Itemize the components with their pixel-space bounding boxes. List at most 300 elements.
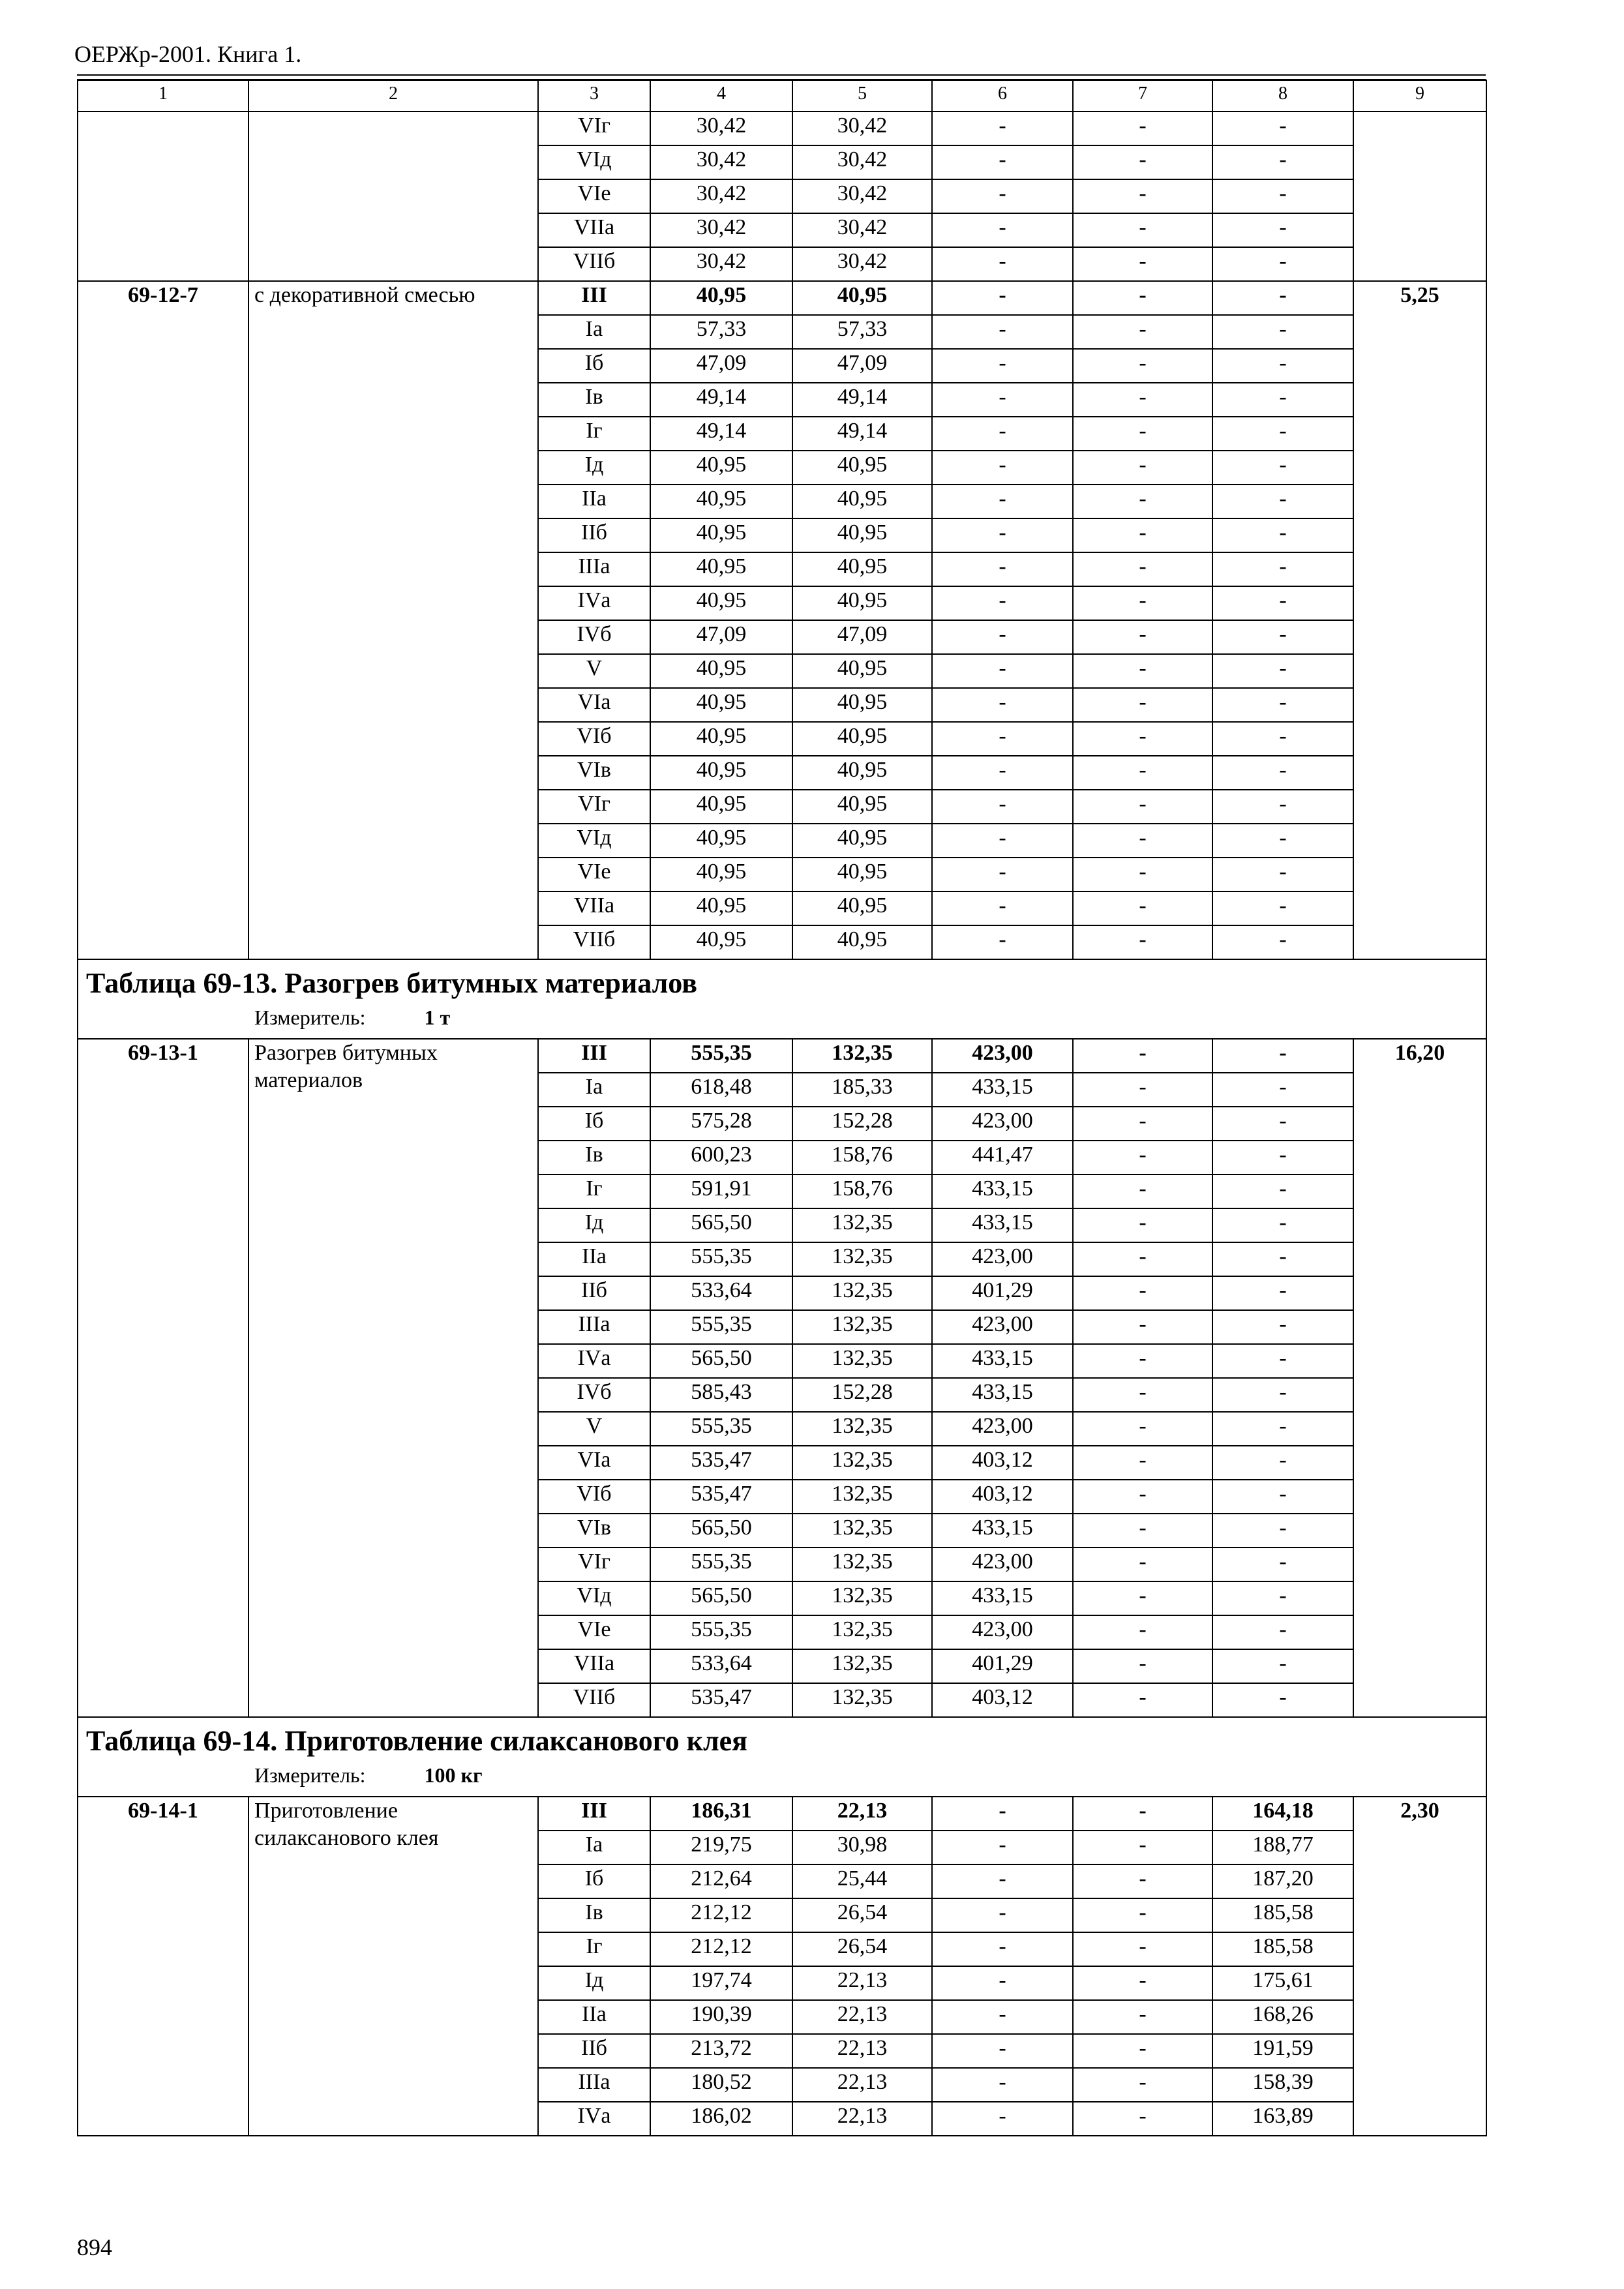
value-cell: - [1212,1480,1353,1514]
value-cell: VIIб [538,925,650,959]
value-cell: - [932,1932,1073,1966]
value-cell: 403,12 [932,1480,1073,1514]
unit-label: Измеритель: [254,1763,366,1787]
value-cell: - [1212,1548,1353,1581]
value-cell: - [1212,1310,1353,1344]
value-cell: 190,39 [650,2000,792,2034]
value-cell: VIг [538,790,650,824]
value-cell: VIд [538,824,650,858]
value-cell: 158,76 [792,1141,932,1174]
value-cell: 212,12 [650,1898,792,1932]
column-number: 6 [932,80,1073,112]
total-cell: 5,25 [1353,281,1486,959]
value-cell: 158,76 [792,1174,932,1208]
value-cell: 132,35 [792,1581,932,1615]
value-cell: VIе [538,179,650,213]
value-cell: 433,15 [932,1174,1073,1208]
value-cell: 40,95 [792,824,932,858]
value-cell: - [1212,315,1353,349]
value-cell: - [1212,1276,1353,1310]
value-cell: - [932,315,1073,349]
value-cell: VIе [538,858,650,891]
value-cell: 40,95 [792,891,932,925]
value-cell: - [1212,1615,1353,1649]
value-cell: - [932,654,1073,688]
value-cell: - [1073,722,1212,756]
value-cell: 40,95 [650,688,792,722]
value-cell: - [932,112,1073,145]
value-cell: 535,47 [650,1446,792,1480]
value-cell: - [1212,1344,1353,1378]
value-cell: - [1212,756,1353,790]
value-cell: - [1212,281,1353,315]
value-cell: Iг [538,1174,650,1208]
value-cell: 30,42 [650,179,792,213]
value-cell: IIб [538,518,650,552]
value-cell: 185,33 [792,1073,932,1107]
value-cell: - [1212,1683,1353,1717]
value-cell: 40,95 [792,586,932,620]
price-table [77,80,1487,2136]
value-cell: 533,64 [650,1649,792,1683]
value-cell: VIа [538,1446,650,1480]
value-cell: - [932,451,1073,485]
value-cell: IVб [538,1378,650,1412]
value-cell: 40,95 [650,824,792,858]
value-cell: - [932,2068,1073,2102]
value-cell: 433,15 [932,1378,1073,1412]
value-cell: - [1212,688,1353,722]
value-cell: 591,91 [650,1174,792,1208]
value-cell: 423,00 [932,1412,1073,1446]
value-cell: - [932,1966,1073,2000]
value-cell: 212,12 [650,1932,792,1966]
value-cell: IVа [538,586,650,620]
column-number: 1 [78,80,248,112]
value-cell: VIд [538,1581,650,1615]
value-cell: IIб [538,2034,650,2068]
value-cell: - [1073,1581,1212,1615]
value-cell: Iб [538,1107,650,1141]
value-cell: 441,47 [932,1141,1073,1174]
value-cell: 158,39 [1212,2068,1353,2102]
value-cell: 132,35 [792,1615,932,1649]
value-cell: VIIб [538,1683,650,1717]
value-cell: 213,72 [650,2034,792,2068]
value-cell: 40,95 [650,281,792,315]
value-cell: - [1212,1412,1353,1446]
value-cell: 132,35 [792,1683,932,1717]
value-cell: 30,42 [650,247,792,281]
value-cell: VIIа [538,1649,650,1683]
value-cell: 30,42 [792,179,932,213]
name-cell: Разогрев битумных материалов [248,1039,538,1717]
value-cell: - [1073,417,1212,451]
page-number: 894 [77,2234,112,2260]
value-cell: 30,42 [650,145,792,179]
value-cell: 40,95 [792,722,932,756]
value-cell: - [1073,315,1212,349]
value-cell: - [1212,1039,1353,1073]
value-cell: 47,09 [792,620,932,654]
value-cell: 40,95 [792,281,932,315]
value-cell: 40,95 [792,552,932,586]
value-cell: Iг [538,1932,650,1966]
value-cell: 423,00 [932,1310,1073,1344]
value-cell: - [1073,1514,1212,1548]
value-cell: IVб [538,620,650,654]
value-cell: - [932,1898,1073,1932]
value-cell: - [1073,1797,1212,1831]
section-header-row [78,959,1486,1039]
value-cell: 180,52 [650,2068,792,2102]
value-cell: 433,15 [932,1073,1073,1107]
value-cell: 40,95 [792,518,932,552]
header-rule [77,74,1486,76]
value-cell: 22,13 [792,1797,932,1831]
value-cell: - [1212,925,1353,959]
value-cell: 40,95 [650,518,792,552]
value-cell: - [932,179,1073,213]
value-cell: - [932,620,1073,654]
value-cell: - [1073,1242,1212,1276]
value-cell: III [538,281,650,315]
value-cell: 132,35 [792,1039,932,1073]
value-cell: 423,00 [932,1242,1073,1276]
value-cell: 40,95 [650,925,792,959]
column-number: 9 [1353,80,1486,112]
value-cell: IIа [538,1242,650,1276]
value-cell: - [1212,1649,1353,1683]
value-cell: - [1212,824,1353,858]
value-cell: 26,54 [792,1898,932,1932]
value-cell: 47,09 [792,349,932,383]
value-cell: 185,58 [1212,1932,1353,1966]
value-cell: - [1212,1446,1353,1480]
value-cell: 433,15 [932,1581,1073,1615]
value-cell: Iб [538,1864,650,1898]
code-cell: 69-14-1 [78,1797,248,2136]
value-cell: - [1073,485,1212,518]
section-header [78,1717,1486,1797]
value-cell: 600,23 [650,1141,792,1174]
value-cell: - [1073,281,1212,315]
value-cell: 30,42 [792,213,932,247]
value-cell: 175,61 [1212,1966,1353,2000]
value-cell: 22,13 [792,2102,932,2136]
value-cell: - [1073,790,1212,824]
value-cell: 423,00 [932,1548,1073,1581]
value-cell: - [932,2034,1073,2068]
total-cell: 2,30 [1353,1797,1486,2136]
value-cell: Iб [538,349,650,383]
total-cell: 16,20 [1353,1039,1486,1717]
table-row [78,112,1486,145]
value-cell: - [1212,1514,1353,1548]
value-cell: - [932,586,1073,620]
value-cell: 187,20 [1212,1864,1353,1898]
value-cell: - [1212,213,1353,247]
value-cell: 49,14 [650,383,792,417]
value-cell: VIг [538,1548,650,1581]
value-cell: - [1212,1107,1353,1141]
value-cell: - [932,2000,1073,2034]
value-cell: - [1073,925,1212,959]
value-cell: - [932,2102,1073,2136]
value-cell: VIIб [538,247,650,281]
value-cell: VIа [538,688,650,722]
value-cell: - [1073,688,1212,722]
value-cell: - [1212,112,1353,145]
value-cell: - [932,145,1073,179]
value-cell: Iв [538,1898,650,1932]
value-cell: 152,28 [792,1107,932,1141]
value-cell: - [1073,1966,1212,2000]
value-cell: 186,02 [650,2102,792,2136]
value-cell: - [1073,824,1212,858]
value-cell: IIIа [538,552,650,586]
value-cell: 30,42 [650,112,792,145]
value-cell: - [1073,1276,1212,1310]
value-cell: - [1212,145,1353,179]
value-cell: - [932,925,1073,959]
value-cell: Iд [538,1966,650,2000]
value-cell: - [1212,1581,1353,1615]
value-cell: 403,12 [932,1446,1073,1480]
unit-line [78,1759,1486,1788]
table-row [78,281,1486,315]
value-cell: 132,35 [792,1344,932,1378]
value-cell: 40,95 [650,790,792,824]
value-cell: 40,95 [650,552,792,586]
value-cell: - [932,688,1073,722]
value-cell: 535,47 [650,1480,792,1514]
value-cell: 555,35 [650,1242,792,1276]
value-cell: 30,98 [792,1831,932,1864]
value-cell: 132,35 [792,1310,932,1344]
value-cell: 132,35 [792,1208,932,1242]
column-number: 7 [1073,80,1212,112]
value-cell: - [1212,790,1353,824]
value-cell: - [1212,383,1353,417]
value-cell: 132,35 [792,1649,932,1683]
value-cell: 423,00 [932,1039,1073,1073]
value-cell: 40,95 [792,858,932,891]
value-cell: VIв [538,1514,650,1548]
value-cell: 25,44 [792,1864,932,1898]
value-cell: - [932,1831,1073,1864]
value-cell: - [1212,349,1353,383]
value-cell: IIIа [538,2068,650,2102]
value-cell: 188,77 [1212,1831,1353,1864]
value-cell: 565,50 [650,1208,792,1242]
value-cell: 30,42 [792,112,932,145]
value-cell: 47,09 [650,349,792,383]
name-cell: с декоративной смесью [248,281,538,959]
value-cell: 57,33 [650,315,792,349]
value-cell: - [1073,1141,1212,1174]
value-cell: Iв [538,1141,650,1174]
value-cell: IVа [538,2102,650,2136]
value-cell: VIб [538,1480,650,1514]
value-cell: 401,29 [932,1276,1073,1310]
value-cell: - [1212,1378,1353,1412]
value-cell: - [1073,1864,1212,1898]
value-cell: - [1073,145,1212,179]
column-number: 2 [248,80,538,112]
value-cell: IIIа [538,1310,650,1344]
code-cell: 69-12-7 [78,281,248,959]
value-cell: - [1212,1242,1353,1276]
value-cell: Iв [538,383,650,417]
value-cell: - [1073,247,1212,281]
value-cell: - [1073,383,1212,417]
value-cell: - [1212,620,1353,654]
value-cell: 40,95 [650,451,792,485]
value-cell: VIг [538,112,650,145]
value-cell: - [1073,654,1212,688]
value-cell: 565,50 [650,1344,792,1378]
value-cell: - [932,790,1073,824]
value-cell: - [1073,1480,1212,1514]
value-cell: 152,28 [792,1378,932,1412]
value-cell: 22,13 [792,2034,932,2068]
value-cell: 132,35 [792,1548,932,1581]
value-cell: 423,00 [932,1615,1073,1649]
value-cell: - [1073,179,1212,213]
value-cell: - [1073,1174,1212,1208]
value-cell: - [1073,1412,1212,1446]
value-cell: - [1212,552,1353,586]
value-cell: - [1073,1107,1212,1141]
value-cell: 40,95 [650,891,792,925]
value-cell: 186,31 [650,1797,792,1831]
value-cell: - [932,518,1073,552]
value-cell: - [932,1864,1073,1898]
value-cell: - [1212,1208,1353,1242]
value-cell: Iд [538,1208,650,1242]
value-cell: - [1073,1683,1212,1717]
value-cell: 423,00 [932,1107,1073,1141]
value-cell: 40,95 [792,485,932,518]
value-cell: V [538,1412,650,1446]
value-cell: - [1073,2000,1212,2034]
value-cell: 30,42 [792,247,932,281]
value-cell: - [1073,1932,1212,1966]
value-cell: 49,14 [650,417,792,451]
value-cell: - [1212,518,1353,552]
value-cell: 565,50 [650,1514,792,1548]
code-cell [78,112,248,281]
table-body [78,80,1486,2136]
value-cell: Iд [538,451,650,485]
value-cell: VIIа [538,891,650,925]
value-cell: 132,35 [792,1446,932,1480]
value-cell: - [1073,1039,1212,1073]
value-cell: 26,54 [792,1932,932,1966]
value-cell: 40,95 [792,688,932,722]
section-title: Таблица 69-14. Приготовление силаксанового клея [86,1725,747,1757]
value-cell: - [1212,451,1353,485]
value-cell: - [1073,1831,1212,1864]
value-cell: - [1073,112,1212,145]
section-title: Таблица 69-13. Разогрев битумных материалов [86,967,697,999]
value-cell: - [1212,1073,1353,1107]
value-cell: - [1212,1174,1353,1208]
value-cell: 212,64 [650,1864,792,1898]
value-cell: - [1212,417,1353,451]
section-header [78,959,1486,1039]
value-cell: Iа [538,315,650,349]
value-cell: 555,35 [650,1615,792,1649]
value-cell: 575,28 [650,1107,792,1141]
value-cell: 585,43 [650,1378,792,1412]
value-cell: - [932,858,1073,891]
table-row [78,1797,1486,1831]
value-cell: Iа [538,1831,650,1864]
value-cell: 191,59 [1212,2034,1353,2068]
value-cell: 164,18 [1212,1797,1353,1831]
value-cell: - [1073,349,1212,383]
value-cell: - [1212,247,1353,281]
value-cell: 132,35 [792,1242,932,1276]
value-cell: - [1073,2034,1212,2068]
value-cell: - [1073,1344,1212,1378]
value-cell: - [1073,858,1212,891]
value-cell: - [932,722,1073,756]
value-cell: - [1212,891,1353,925]
value-cell: 49,14 [792,417,932,451]
value-cell: 40,95 [792,790,932,824]
value-cell: 132,35 [792,1514,932,1548]
value-cell: 22,13 [792,1966,932,2000]
value-cell: 40,95 [650,654,792,688]
value-cell: - [1073,213,1212,247]
value-cell: IIб [538,1276,650,1310]
value-cell: 403,12 [932,1683,1073,1717]
value-cell: 40,95 [792,451,932,485]
value-cell: IIа [538,2000,650,2034]
value-cell: - [932,485,1073,518]
value-cell: 40,95 [792,654,932,688]
value-cell: 433,15 [932,1344,1073,1378]
value-cell: 565,50 [650,1581,792,1615]
value-cell: 163,89 [1212,2102,1353,2136]
value-cell: - [932,247,1073,281]
value-cell: - [932,891,1073,925]
value-cell: 197,74 [650,1966,792,2000]
value-cell: 433,15 [932,1514,1073,1548]
value-cell: - [932,1797,1073,1831]
column-number: 8 [1212,80,1353,112]
section-header-row [78,1717,1486,1797]
value-cell: 433,15 [932,1208,1073,1242]
value-cell: Iг [538,417,650,451]
value-cell: - [1212,485,1353,518]
value-cell: - [932,349,1073,383]
value-cell: 57,33 [792,315,932,349]
value-cell: III [538,1039,650,1073]
value-cell: 30,42 [792,145,932,179]
value-cell: - [1073,552,1212,586]
value-cell: 22,13 [792,2000,932,2034]
value-cell: 618,48 [650,1073,792,1107]
value-cell: VIб [538,722,650,756]
code-cell: 69-13-1 [78,1039,248,1717]
value-cell: 47,09 [650,620,792,654]
name-cell: Приготовление силаксанового клея [248,1797,538,2136]
value-cell: - [1073,2102,1212,2136]
